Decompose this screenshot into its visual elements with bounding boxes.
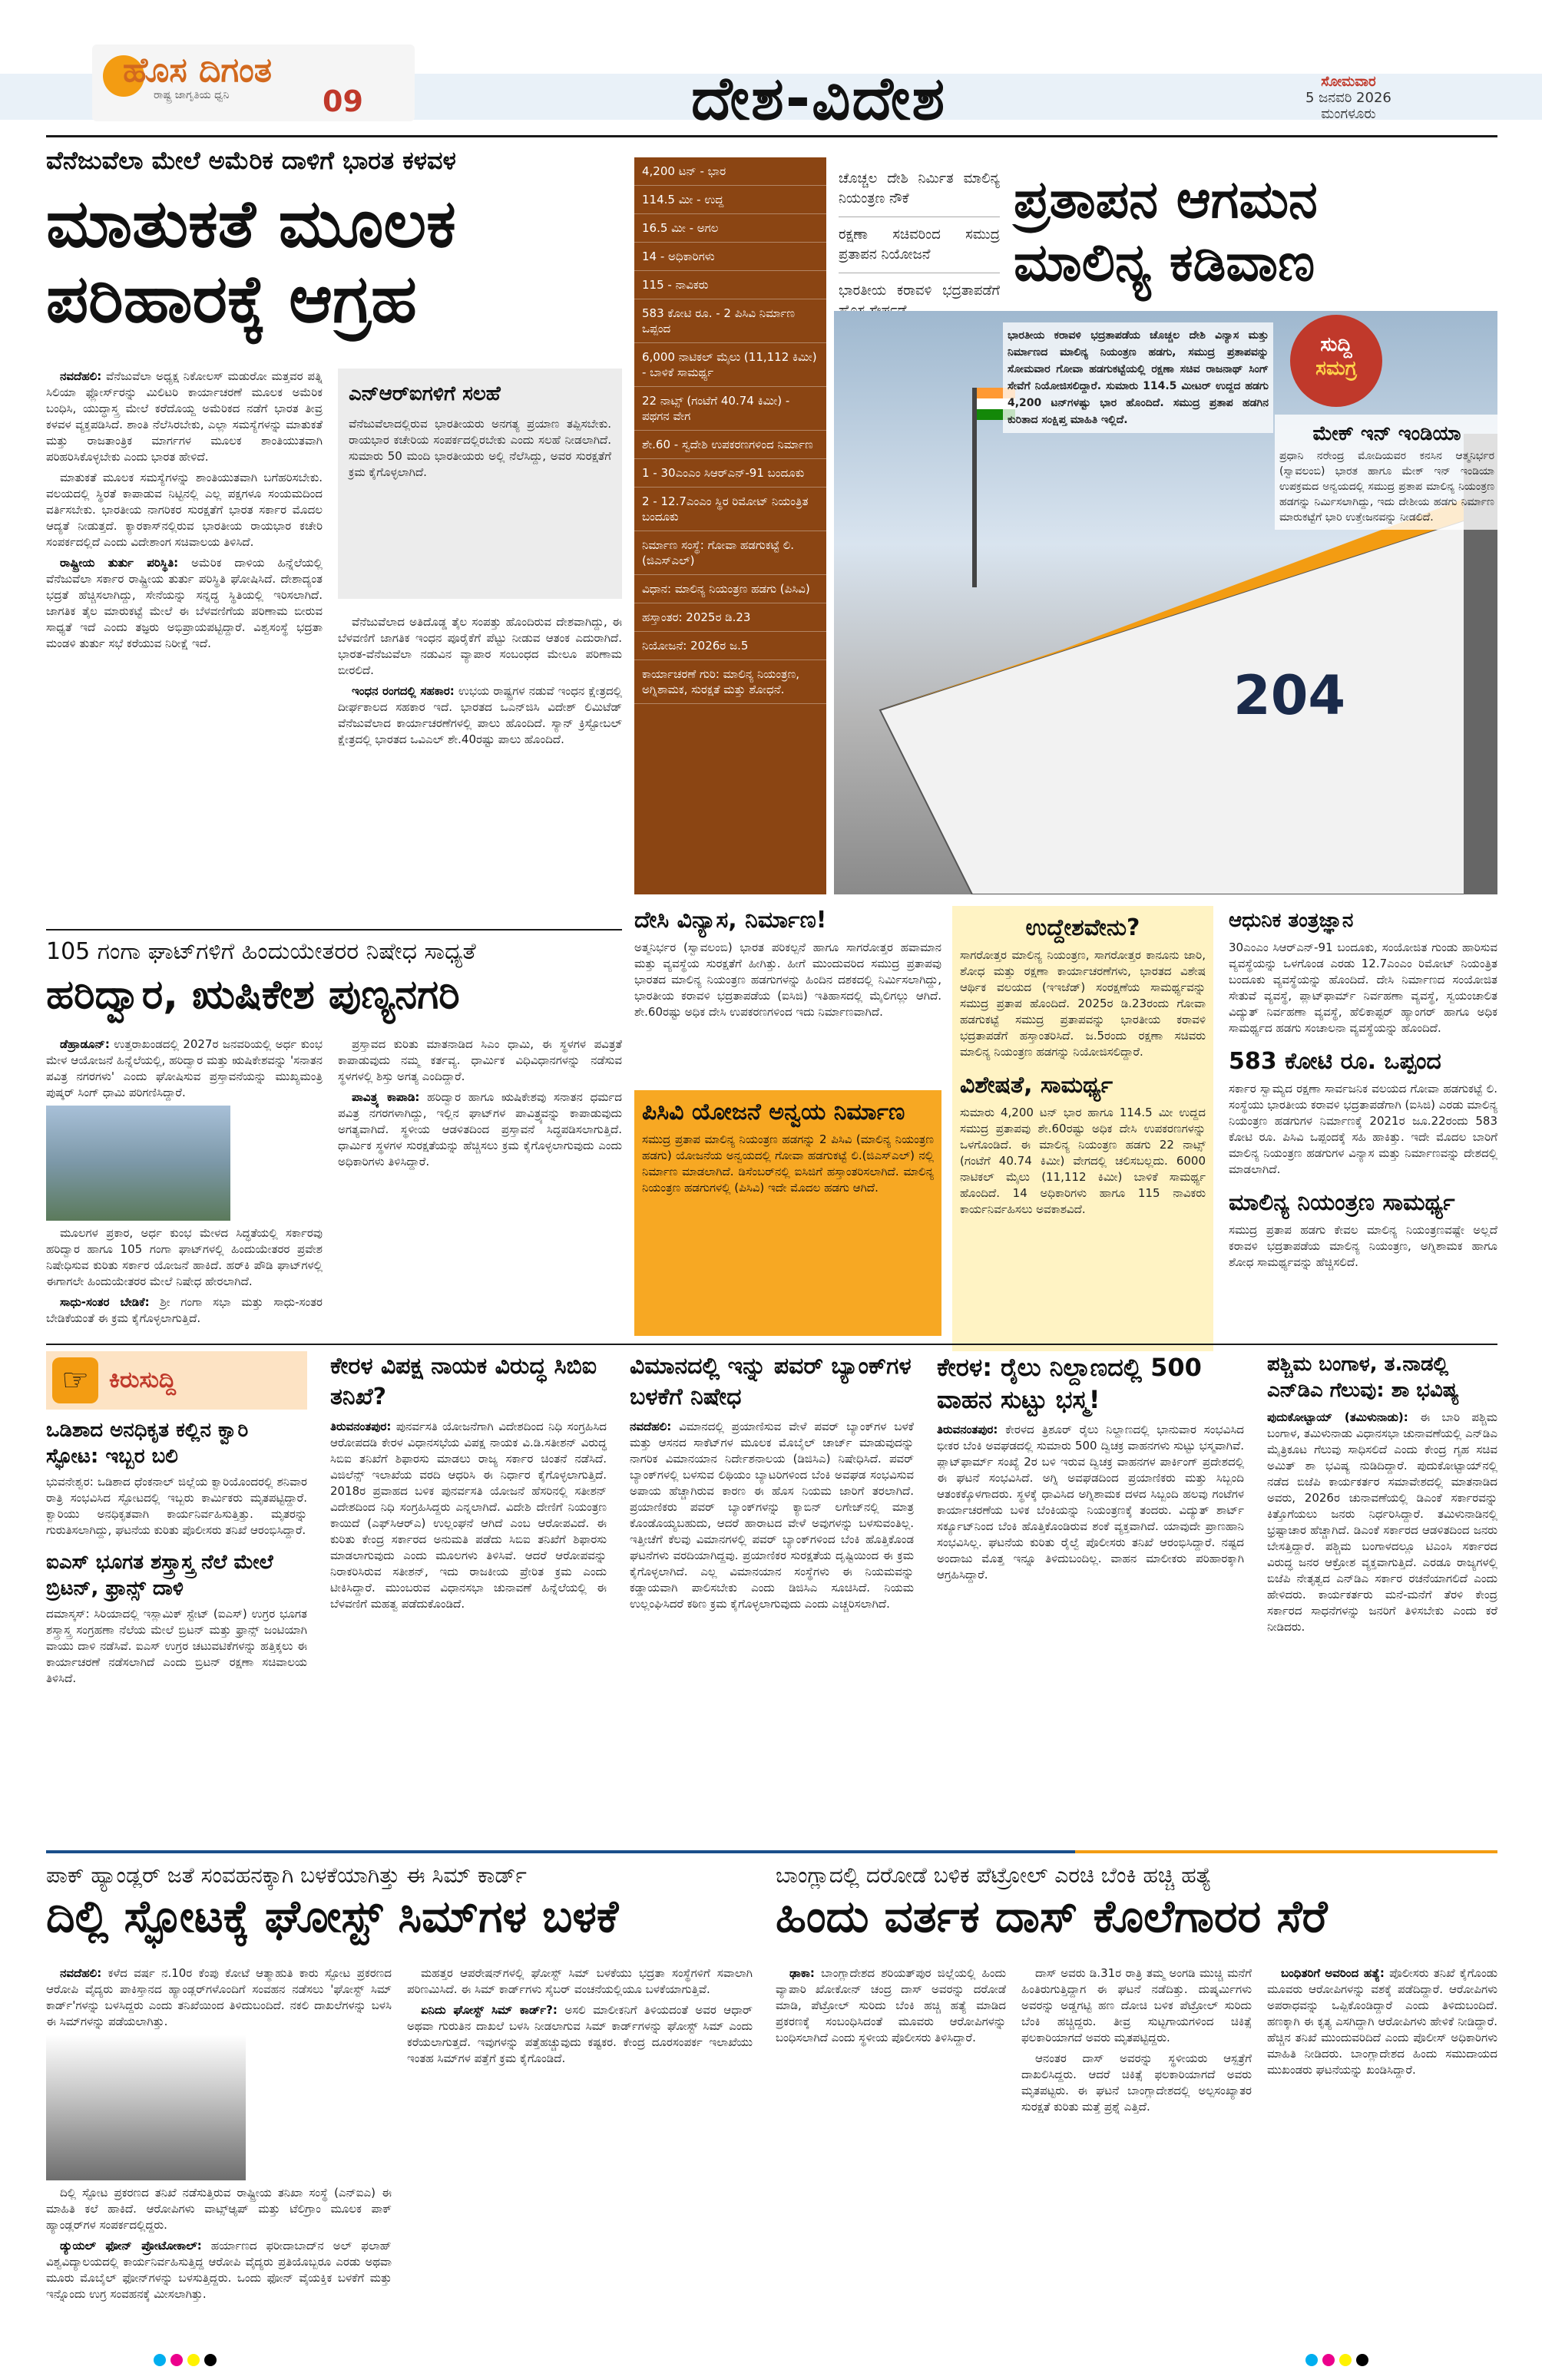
reg-mark-yellow [187,2354,200,2366]
masthead-rule [46,135,1497,137]
bangladesh-body-3: ಆನಂತರ ದಾಸ್ ಅವರನ್ನು ಸ್ಥಳೀಯರು ಆಸ್ಪತ್ರೆಗೆ ದಾಖಲಿಸಿದ್ದರು. ಆದರೆ ಚಿಕಿತ್ಸೆ ಫಲಕಾರಿಯಾಗದೆ ಅವರು ಮೃತಪಟ್ಟರು. ಈ ಘಟನೆ ಬಾಂಗ್ಲಾದೇಶದಲ್ಲಿ ಅಲ್ಪಸಂಖ್ಯಾತರ ಸುರಕ್ಷತೆ ಕುರಿತು ಮತ್ತೆ ಪ್ರಶ್ನೆ ಎತ್ತಿದೆ. [1021,2051,1252,2114]
kerala-fire-body: ಕೇರಳದ ತ್ರಿಶೂರ್ ರೈಲು ನಿಲ್ದಾಣದಲ್ಲಿ ಭಾನುವಾರ ಸಂಭವಿಸಿದ ಭೀಕರ ಬೆಂಕಿ ಅವಘಡದಲ್ಲಿ ಸುಮಾರು 500 ದ್ವಿಚಕ್ರ ವಾಹನಗಳು ಸುಟ್ಟು ಭಸ್ಮವಾಗಿವೆ. ಪ್ಲಾಟ್‌ಫಾರ್ಮ್ ಸಂಖ್ಯೆ 2ರ ಬಳಿ ಇರುವ ದ್ವಿಚಕ್ರ ವಾಹನಗಳ ಪಾರ್ಕಿಂಗ್ ಪ್ರದೇಶದಲ್ಲಿ ಈ ಘಟನೆ ಸಂಭವಿಸಿದೆ. ಅಗ್ನಿ ಅವಘಡದಿಂದ ಪ್ರಯಾಣಿಕರು ಮತ್ತು ಸಿಬ್ಬಂದಿ ಆತಂಕಕ್ಕೊಳಗಾದರು. ಸ್ಥಳಕ್ಕೆ ಧಾವಿಸಿದ ಅಗ್ನಿಶಾಮಕ ದಳದ ಸಿಬ್ಬಂದಿ ಹಲವು ಗಂಟೆಗಳ ಕಾರ್ಯಾಚರಣೆಯ ಬಳಿಕ ಬೆಂಕಿಯನ್ನು ನಿಯಂತ್ರಣಕ್ಕೆ ತಂದರು. ವಿದ್ಯುತ್ ಶಾರ್ಟ್ ಸರ್ಕ್ಯೂಟ್‌ನಿಂದ ಬೆಂಕಿ ಹೊತ್ತಿಕೊಂಡಿರುವ ಶಂಕೆ ವ್ಯಕ್ತವಾಗಿದೆ. ಯಾವುದೇ ಪ್ರಾಣಹಾನಿ ಸಂಭವಿಸಿಲ್ಲ. ಘಟನೆಯ ಕುರಿತು ರೈಲ್ವೆ ಪೊಲೀಸರು ತನಿಖೆ ಆರಂಭಿಸಿದ್ದಾರೆ. ನಷ್ಟದ ಅಂದಾಜು ಮೊತ್ತ ಇನ್ನೂ ತಿಳಿದುಬಂದಿಲ್ಲ. ವಾಹನ ಮಾಲೀಕರು ಪರಿಹಾರಕ್ಕಾಗಿ ಆಗ್ರಹಿಸಿದ್ದಾರೆ. [937,1423,1244,1582]
lead-headline-1: ಮಾತುಕತೆ ಮೂಲಕ [46,186,456,263]
delhi-body-4: ಮಹತ್ತರ ಆಪರೇಷನ್‌ಗಳಲ್ಲಿ ಘೋಸ್ಟ್ ಸಿಮ್ ಬಳಕೆಯು ಭದ್ರತಾ ಸಂಸ್ಥೆಗಳಿಗೆ ಸವಾಲಾಗಿ ಪರಿಣಮಿಸಿದೆ. ಈ ಸಿಮ್ ಕಾರ್ಡ್‌ಗಳು ಸೈಬರ್ ವಂಚನೆಯಲ್ಲಿಯೂ ಬಳಕೆಯಾಗುತ್ತಿವೆ. [407,1966,753,1996]
haridwar-subhead-2: ಪಾವಿತ್ರ್ಯ ಕಾಪಾಡಿ: [352,1090,420,1104]
deal-body: ಸರ್ಕಾರ ಸ್ವಾಮ್ಯದ ರಕ್ಷಣಾ ಸಾರ್ವಜನಿಕ ವಲಯದ ಗೋವಾ ಹಡಗುಕಟ್ಟೆ ಲಿ. ಸಂಸ್ಥೆಯು ಭಾರತೀಯ ಕರಾವಳಿ ಭದ್ರತಾಪಡೆಗಾಗಿ (ಐಸಿಜಿ) ಎರಡು ಮಾಲಿನ್ಯ ನಿಯಂತ್ರಣ ಹಡಗುಗಳ ನಿರ್ಮಾಣಕ್ಕೆ 2021ರ ಜೂ.22ರಂದು 583 ಕೋಟಿ ರೂ. ಪಿಸಿವಿ ಒಪ್ಪಂದಕ್ಕೆ ಸಹಿ ಹಾಕಿತ್ತು. ಇದೇ ಮೊದಲ ಬಾರಿಗೆ ಮಾಲಿನ್ಯ ನಿಯಂತ್ರಣ ಹಡಗುಗಳ ವಿನ್ಯಾಸ ಮತ್ತು ನಿರ್ಮಾಣವನ್ನು ದೇಶದಲ್ಲಿ ಮಾಡಲಾಗಿದೆ. [1229,1082,1497,1176]
haridwar-top-rule [46,929,622,931]
ship-fact-item: 6,000 ನಾಟಿಕಲ್ ಮೈಲು (11,112 ಕಿಮೀ) - ಬಾಳಿಕೆ ಸಾಮರ್ಥ್ಯ [634,343,826,387]
tech-body: 30ಎಂಎಂ ಸಿಆರ್‌ಎನ್-91 ಬಂದೂಕು, ಸಂಯೋಜಿತ ಗುಂಡು ಹಾರಿಸುವ ವ್ಯವಸ್ಥೆಯನ್ನು ಒಳಗೊಂಡ ಎರಡು 12.7ಎಂಎಂ ರಿಮೋಟ್ ನಿಯಂತ್ರಿತ ಬಂದೂಕು ವ್ಯವಸ್ಥೆಯನ್ನು ಹೊಂದಿದೆ. ದೇಸಿ ನಿರ್ಮಾಣದ ಸಂಯೋಜಿತ ಸೇತುವೆ ವ್ಯವಸ್ಥೆ, ಪ್ಲಾಟ್‌ಫಾರ್ಮ್ ನಿರ್ವಹಣಾ ವ್ಯವಸ್ಥೆ, ಸ್ವಯಂಚಾಲಿತ ವಿದ್ಯುತ್ ನಿರ್ವಹಣಾ ವ್ಯವಸ್ಥೆ, ಹೆಲಿಕಾಪ್ಟರ್ ಹ್ಯಾಂಗರ್ ಹಾಗೂ ಅಧಿಕ ಸಾಮರ್ಥ್ಯದ ಹಡಗು ಸಂಚಾಲನಾ ವ್ಯವಸ್ಥೆಯನ್ನು ಹೊಂದಿದೆ. [1229,940,1497,1035]
haridwar-headline: ಹರಿದ್ವಾರ, ಋಷಿಕೇಶ ಪುಣ್ಯನಗರಿ [46,972,460,1018]
bangladesh-col-2 [1021,1965,1252,2120]
ship-fact-item: 1 - 30ಎಂಎಂ ಸಿಆರ್‌ಎನ್-91 ಬಂದೂಕು [634,459,826,488]
reg-mark-cyan [154,2354,166,2366]
kerala-opp-story [330,1351,607,1612]
lead-body-3: ಅಮೆರಿಕ ದಾಳಿಯ ಹಿನ್ನೆಲೆಯಲ್ಲಿ ವೆನೆಜುವೆಲಾ ಸರ್ಕಾರ ರಾಷ್ಟ್ರೀಯ ತುರ್ತು ಪರಿಸ್ಥಿತಿ ಘೋಷಿಸಿದೆ. ದೇಶಾದ್ಯಂತ ಭದ್ರತೆ ಹೆಚ್ಚಿಸಲಾಗಿದ್ದು, ಸೇನೆಯನ್ನು ಸನ್ನದ್ಧ ಸ್ಥಿತಿಯಲ್ಲಿ ಇರಿಸಲಾಗಿದೆ. ಜಾಗತಿಕ ತೈಲ ಮಾರುಕಟ್ಟೆ ಮೇಲೆ ಈ ಬೆಳವಣಿಗೆಯ ಪರಿಣಾಮ ಬೀರುವ ಸಾಧ್ಯತೆ ಇದೆ ಎಂದು ತಜ್ಞರು ಅಭಿಪ್ರಾಯಪಟ್ಟಿದ್ದಾರೆ. ವಿಶ್ವಸಂಸ್ಥೆ ಭದ್ರತಾ ಮಂಡಳಿ ತುರ್ತು ಸಭೆ ಕರೆಯುವ ನಿರೀಕ್ಷೆ ಇದೆ. [46,556,323,650]
lead-col-2 [338,614,622,752]
ship-headline-1: ಪ್ರತಾಪನ ಆಗಮನ [1014,170,1318,230]
ship-fact-item: ಕಾರ್ಯಾಚರಣೆ ಗುರಿ: ಮಾಲಿನ್ಯ ನಿಯಂತ್ರಣ, ಅಗ್ನಿಶಾಮಕ, ಸುರಕ್ಷತೆ ಮತ್ತು ಶೋಧನೆ. [634,660,826,704]
samagra-badge [1290,315,1382,407]
ship-fact-item: 16.5 ಮೀ - ಅಗಲ [634,214,826,243]
control-body: ಸಮುದ್ರ ಪ್ರತಾಪ ಹಡಗು ಕೇವಲ ಮಾಲಿನ್ಯ ನಿಯಂತ್ರಣವಷ್ಟೇ ಅಲ್ಲದೆ ಕರಾವಳಿ ಭದ್ರತಾಪಡೆಯ ಮಾಲಿನ್ಯ ನಿಯಂತ್ರಣ, ಅಗ್ನಿಶಾಮಕ ಹಾಗೂ ಶೋಧ ಸಾಮರ್ಥ್ಯವನ್ನು ಹೆಚ್ಚಿಸಲಿದೆ. [1229,1223,1497,1269]
section-title: ದೇಶ-ವಿದೇಶ [691,64,947,134]
delhi-dateline: ನವದೆಹಲಿ: [60,1966,102,1980]
haridwar-col-2 [338,1036,622,1175]
blast-photo [46,2035,246,2180]
haridwar-story [46,938,622,1020]
bangladesh-subhead-2: ಅವರಿಂದ ಹತ್ಯೆ: [1325,1966,1385,1980]
kiru-item1-body: ಭುವನೇಶ್ವರ: ಒಡಿಶಾದ ಧೆಂಕನಾಲ್ ಜಿಲ್ಲೆಯ ಕ್ವಾರಿಯೊಂದರಲ್ಲಿ ಶನಿವಾರ ರಾತ್ರಿ ಸಂಭವಿಸಿದ ಸ್ಫೋಟದಲ್ಲಿ ಇಬ್ಬರು ಕಾರ್ಮಿಕರು ಮೃತಪಟ್ಟಿದ್ದಾರೆ. ಕ್ವಾರಿಯು ಅನಧಿಕೃತವಾಗಿ ಕಾರ್ಯನಿರ್ವಹಿಸುತ್ತಿತ್ತು. ಮೃತರನ್ನು ಗುರುತಿಸಲಾಗಿದ್ದು, ಘಟನೆಯ ಕುರಿತು ಪೊಲೀಸರು ತನಿಖೆ ಆರಂಭಿಸಿದ್ದಾರೆ. [46,1475,307,1537]
kerala-fire-dateline: ತಿರುವನಂತಪುರ: [937,1423,998,1436]
haridwar-body-1: ಉತ್ತರಾಖಂಡದಲ್ಲಿ 2027ರ ಜನವರಿಯಲ್ಲಿ ಅರ್ಧ ಕುಂಭ ಮೇಳ ಆಯೋಜನೆ ಹಿನ್ನೆಲೆಯಲ್ಲಿ, ಹರಿದ್ವಾರ ಮತ್ತು ಋಷಿಕೇಶವನ್ನು 'ಸನಾತನ ಪವಿತ್ರ ನಗರಗಳು' ಎಂದು ಘೋಷಿಸುವ ಪ್ರಸ್ತಾವನೆಯನ್ನು ಮುಖ್ಯಮಂತ್ರಿ ಪುಷ್ಕರ್ ಸಿಂಗ್ ಧಾಮಿ ಪರಿಗಣಿಸಿದ್ದಾರೆ. [46,1037,323,1099]
bengal-dateline: ಪುದುಕೋಟ್ಟಾಯ್ (ತಮಿಳುನಾಡು): [1267,1410,1408,1424]
powerbank-headline: ವಿಮಾನದಲ್ಲಿ ಇನ್ನು ಪವರ್ ಬ್ಯಾಂಕ್‌ಗಳ ಬಳಕೆಗೆ ನಿಷೇಧ [630,1353,912,1410]
ship-fact-item: 4,200 ಟನ್ - ಭಾರ [634,157,826,186]
date-text: 5 ಜನವರಿ 2026 [1305,90,1391,106]
pcv-body: ಸಮುದ್ರ ಪ್ರತಾಪ ಮಾಲಿನ್ಯ ನಿಯಂತ್ರಣ ಹಡಗನ್ನು 2 ಪಿಸಿವಿ (ಮಾಲಿನ್ಯ ನಿಯಂತ್ರಣ ಹಡಗು) ಯೋಜನೆಯ ಅನ್ವಯದಲ್ಲಿ ಗೋವಾ ಹಡಗುಕಟ್ಟೆ ಲಿ.(ಜಿಎಸ್‌ಎಲ್) ನಲ್ಲಿ ನಿರ್ಮಾಣ ಮಾಡಲಾಗಿದೆ. ಡಿಸೆಂಬರ್‌ನಲ್ಲಿ ಐಸಿಜಿಗೆ ಹಸ್ತಾಂತರಿಸಲಾಗಿದೆ. ಮಾಲಿನ್ಯ ನಿಯಂತ್ರಣ ಹಡಗುಗಳಲ್ಲಿ (ಪಿಸಿವಿ) ಇದೇ ಮೊದಲ ಹಡಗು ಆಗಿದೆ. [642,1132,934,1195]
reg-mark-yellow-2 [1339,2354,1352,2366]
ship-fact-item: 14 - ಅಧಿಕಾರಿಗಳು [634,243,826,271]
haridwar-body-2: ಮೂಲಗಳ ಪ್ರಕಾರ, ಅರ್ಧ ಕುಂಭ ಮೇಳದ ಸಿದ್ಧತೆಯಲ್ಲಿ ಸರ್ಕಾರವು ಹರಿದ್ವಾರ ಹಾಗೂ 105 ಗಂಗಾ ಘಾಟ್‌ಗಳಲ್ಲಿ ಹಿಂದುಯೇತರರ ಪ್ರವೇಶ ನಿಷೇಧಿಸುವ ಕುರಿತು ಸರ್ಕಾರ ಯೋಜನೆ ಹಾಕಿದೆ. ಹರ್‌ಕಿ ಪೌಡಿ ಘಾಟ್‌ಗಳಲ್ಲಿ ಈಗಾಗಲೇ ಹಿಂದುಯೇತರರ ಮೇಲೆ ನಿಷೇಧ ಹೇರಲಾಗಿದೆ. [46,1226,323,1288]
deal-title: 583 ಕೋಟಿ ರೂ. ಒಪ್ಪಂದ [1229,1048,1441,1075]
ship-side-note-2: ರಕ್ಷಣಾ ಸಚಿವರಿಂದ ಸಮುದ್ರ ಪ್ರತಾಪನ ನಿಯೋಜನೆ [839,217,1000,273]
nri-box-body: ವೆನೆಜುವೆಲಾದಲ್ಲಿರುವ ಭಾರತೀಯರು ಅನಗತ್ಯ ಪ್ರಯಾಣ ತಪ್ಪಿಸಬೇಕು. ರಾಯಭಾರ ಕಚೇರಿಯ ಸಂಪರ್ಕದಲ್ಲಿರಬೇಕು ಎಂದು ಸಲಹೆ ನೀಡಲಾಗಿದೆ. ಸುಮಾರು 50 ಮಂದಿ ಭಾರತೀಯರು ಅಲ್ಲಿ ನೆಲೆಸಿದ್ದು, ಅವರ ಸುರಕ್ಷತೆಗೆ ಕ್ರಮ ಕೈಗೊಳ್ಳಲಾಗಿದೆ. [349,417,611,479]
bengal-story [1267,1351,1497,1635]
kiru-item1-title: ಒಡಿಶಾದ ಅನಧಿಕೃತ ಕಲ್ಲಿನ ಕ್ವಾರಿ ಸ್ಫೋಟ: ಇಬ್ಬರ ಬಲಿ [46,1419,249,1468]
reg-mark-magenta [170,2354,183,2366]
date-box [1305,74,1391,122]
bengal-body: ಈ ಬಾರಿ ಪಶ್ಚಿಮ ಬಂಗಾಳ, ತಮಿಳುನಾಡು ವಿಧಾನಸಭಾ ಚುನಾವಣೆಯಲ್ಲಿ ಎನ್‌ಡಿಎ ಮೈತ್ರಿಕೂಟ ಗೆಲುವು ಸಾಧಿಸಲಿದೆ ಎಂದು ಕೇಂದ್ರ ಗೃಹ ಸಚಿವ ಅಮಿತ್ ಶಾ ಭವಿಷ್ಯ ನುಡಿದಿದ್ದಾರೆ. ಪುದುಕೋಟ್ಟಾಯ್‌ನಲ್ಲಿ ನಡೆದ ಬಿಜೆಪಿ ಕಾರ್ಯಕರ್ತರ ಸಮಾವೇಶದಲ್ಲಿ ಮಾತನಾಡಿದ ಅವರು, 2026ರ ಚುನಾವಣೆಯಲ್ಲಿ ಡಿಎಂಕೆ ಸರ್ಕಾರವನ್ನು ಕಿತ್ತೊಗೆಯಲು ಜನರು ನಿರ್ಧರಿಸಿದ್ದಾರೆ. ತಮಿಳುನಾಡಿನಲ್ಲಿ ಭ್ರಷ್ಟಾಚಾರ ಹೆಚ್ಚಾಗಿದೆ. ಡಿಎಂಕೆ ಸರ್ಕಾರದ ಆಡಳಿತದಿಂದ ಜನರು ಬೇಸತ್ತಿದ್ದಾರೆ. ಪಶ್ಚಿಮ ಬಂಗಾಳದಲ್ಲೂ ಟಿಎಂಸಿ ಸರ್ಕಾರದ ವಿರುದ್ಧ ಜನರ ಆಕ್ರೋಶ ವ್ಯಕ್ತವಾಗುತ್ತಿದೆ. ಎರಡೂ ರಾಜ್ಯಗಳಲ್ಲಿ ಬಿಜೆಪಿ ನೇತೃತ್ವದ ಎನ್‌ಡಿಎ ಸರ್ಕಾರ ರಚನೆಯಾಗಲಿದೆ ಎಂದು ಹೇಳಿದರು. ಕಾರ್ಯಕರ್ತರು ಮನೆ-ಮನೆಗೆ ತೆರಳಿ ಕೇಂದ್ರ ಸರ್ಕಾರದ ಸಾಧನೆಗಳನ್ನು ಜನರಿಗೆ ತಿಳಿಸಬೇಕು ಎಂದು ಕರೆ ನೀಡಿದರು. [1267,1410,1497,1634]
masthead [0,0,1542,134]
lead-story [46,146,630,337]
control-title: ಮಾಲಿನ್ಯ ನಿಯಂತ್ರಣ ಸಾಮರ್ಥ್ಯ [1229,1189,1455,1216]
ship-headline-block [1014,169,1490,295]
haridwar-body-5: ಹರಿದ್ವಾರ ಹಾಗೂ ಋಷಿಕೇಶವು ಸನಾತನ ಧರ್ಮದ ಪವಿತ್ರ ನಗರಗಳಾಗಿದ್ದು, ಇಲ್ಲಿನ ಘಾಟ್‌ಗಳ ಪಾವಿತ್ರ್ಯವನ್ನು ಕಾಪಾಡುವುದು ಅಗತ್ಯವಾಗಿದೆ. ಸ್ಥಳೀಯ ಆಡಳಿತದಿಂದ ಪ್ರಸ್ತಾವನೆ ಸಿದ್ಧಪಡಿಸಲಾಗುತ್ತಿದೆ. ಧಾರ್ಮಿಕ ಸ್ಥಳಗಳ ಸುರಕ್ಷತೆಯನ್ನು ಹೆಚ್ಚಿಸಲು ಕ್ರಮ ಕೈಗೊಳ್ಳಲಾಗುವುದು ಎಂದು ಅಧಿಕಾರಿಗಳು ತಿಳಿಸಿದ್ದಾರೆ. [338,1090,622,1169]
ship-facts-list [634,157,826,704]
delhi-subhead-2: ಏನಿದು ಘೋಸ್ಟ್ ಸಿಮ್ ಕಾರ್ಡ್?: [421,2003,558,2017]
haridwar-photo [46,1106,230,1221]
bangladesh-story [776,1863,1497,1944]
lead-subhead-1: ರಾಷ್ಟ್ರೀಯ ತುರ್ತು ಪರಿಸ್ಥಿತಿ: [60,556,179,570]
tech-section [1229,906,1497,1271]
powerbank-story [630,1351,914,1612]
reg-mark-cyan-2 [1305,2354,1318,2366]
bengal-headline: ಪಶ್ಚಿಮ ಬಂಗಾಳ, ತ.ನಾಡಲ್ಲಿ ಎನ್‌ಡಿಎ ಗೆಲುವು: ಶಾ ಭವಿಷ್ಯ [1267,1353,1459,1402]
delhi-kicker: ಪಾಕ್ ಹ್ಯಾಂಡ್ಲರ್ ಜತೆ ಸಂವಹನಕ್ಕಾಗಿ ಬಳಕೆಯಾಗಿತ್ತು ಈ ಸಿಮ್ ಕಾರ್ಡ್ [46,1863,527,1888]
kiru-item2-body: ದಮಾಸ್ಕಸ್: ಸಿರಿಯಾದಲ್ಲಿ ಇಸ್ಲಾಮಿಕ್ ಸ್ಟೇಟ್ (ಐಎಸ್) ಉಗ್ರರ ಭೂಗತ ಶಸ್ತ್ರಾಸ್ತ್ರ ಸಂಗ್ರಹಣಾ ನೆಲೆಯ ಮೇಲೆ ಬ್ರಿಟನ್ ಮತ್ತು ಫ್ರಾನ್ಸ್ ಜಂಟಿಯಾಗಿ ವಾಯು ದಾಳಿ ನಡೆಸಿವೆ. ಐಎಸ್ ಉಗ್ರರ ಚಟುವಟಿಕೆಗಳನ್ನು ಹತ್ತಿಕ್ಕಲು ಈ ಕಾರ್ಯಾಚರಣೆ ನಡೆಸಲಾಗಿದೆ ಎಂದು ಬ್ರಿಟನ್ ರಕ್ಷಣಾ ಸಚಿವಾಲಯ ತಿಳಿಸಿದೆ. [46,1607,307,1685]
kerala-opp-headline: ಕೇರಳ ವಿಪಕ್ಷ ನಾಯಕ ವಿರುದ್ಧ ಸಿಬಿಐ ತನಿಖೆ? [330,1353,597,1410]
purpose-box [952,906,1213,1351]
delhi-headline: ದಿಲ್ಲಿ ಸ್ಫೋಟಕ್ಕೆ ಘೋಸ್ಟ್ ಸಿಮ್‌ಗಳ ಬಳಕೆ [46,1890,619,1942]
lead-col-1 [46,369,323,656]
haridwar-subhead-1: ಸಾಧು-ಸಂತರ ಬೇಡಿಕೆ: [60,1295,150,1309]
lead-body-5: ಉಭಯ ರಾಷ್ಟ್ರಗಳ ನಡುವೆ ಇಂಧನ ಕ್ಷೇತ್ರದಲ್ಲಿ ದೀರ್ಘಕಾಲದ ಸಹಕಾರ ಇದೆ. ಭಾರತದ ಒಎನ್‌ಜಿಸಿ ವಿದೇಶ್ ಲಿಮಿಟೆಡ್ ವೆನೆಜುವೆಲಾದ ಕಾರ್ಯಾಚರಣೆಗಳಲ್ಲಿ ಪಾಲು ಹೊಂದಿದೆ. ಸ್ಯಾನ್ ಕ್ರಿಸ್ಟೋಬಲ್ ಕ್ಷೇತ್ರದಲ್ಲಿ ಭಾರತದ ಒವಿಎಲ್ ಶೇ.40ರಷ್ಟು ಪಾಲು ಹೊಂದಿದೆ. [338,684,623,746]
make-in-india-title: ಮೇಕ್ ಇನ್ ಇಂಡಿಯಾ [1312,422,1461,445]
ship-fact-item: ನಿರ್ಮಾಣ ಸಂಸ್ಥೆ: ಗೋವಾ ಹಡಗುಕಟ್ಟೆ ಲಿ. (ಜಿಎಸ್‌ಎಲ್) [634,531,826,575]
hull-number: 204 [1233,664,1346,727]
kerala-opp-dateline: ತಿರುವನಂತಪುರ: [330,1420,392,1433]
lead-body-1: ವೆನೆಜುವೆಲಾ ಅಧ್ಯಕ್ಷ ನಿಕೋಲಸ್ ಮಡುರೋ ಮತ್ತವರ ಪತ್ನಿ ಸಿಲಿಯಾ ಫ್ಲೋರ್ಸ್‌ರನ್ನು ಮಿಲಿಟರಿ ಕಾರ್ಯಾಚರಣೆ ಮೂಲಕ ಅಮೆರಿಕ ಬಂಧಿಸಿ, ಯುದ್ಧಾಸ್ತ್ರ ಮೇಲೆ ಕರೆದೊಯ್ದ ಅಮೆರಿಕದ ನಡೆಗೆ ಭಾರತ ತೀವ್ರ ಕಳವಳ ವ್ಯಕ್ತಪಡಿಸಿದೆ. ಶಾಂತಿ ನೆಲೆಸಿರಬೇಕು, ಎಲ್ಲಾ ಸಮಸ್ಯೆಗಳನ್ನು ಮಾತುಕತೆ ಮತ್ತು ರಾಜತಾಂತ್ರಿಕ ಮಾರ್ಗಗಳ ಮೂಲಕ ಶಾಂತಿಯುತವಾಗಿ ಪರಿಹರಿಸಿಕೊಳ್ಳಬೇಕು ಎಂದು ಭಾರತ ಹೇಳಿದೆ. [46,369,323,464]
badge-line-1: ಸುದ್ದಿ [1320,333,1352,356]
ship-fact-item: ಶೇ.60 - ಸ್ವದೇಶಿ ಉಪಕರಣಗಳಿಂದ ನಿರ್ಮಾಣ [634,431,826,459]
page-number: 09 [323,84,363,118]
ship-fact-item: ನಿಯೋಜನೆ: 2026ರ ಜ.5 [634,632,826,660]
tech-title: ಆಧುನಿಕ ತಂತ್ರಜ್ಞಾನ [1229,909,1354,932]
make-in-india-box [1275,415,1499,530]
delhi-body-1: ಕಳೆದ ವರ್ಷ ನ.10ರ ಕೆಂಪು ಕೋಟೆ ಆತ್ಮಾಹುತಿ ಕಾರು ಸ್ಫೋಟ ಪ್ರಕರಣದ ಆರೋಪಿ ವೈದ್ಯರು ಪಾಕಿಸ್ತಾನದ ಹ್ಯಾಂಡ್ಲರ್‌ಗಳೊಂದಿಗೆ ಸಂವಹನ ನಡೆಸಲು 'ಘೋಸ್ಟ್ ಸಿಮ್ ಕಾರ್ಡ್'ಗಳನ್ನು ಬಳಸಿದ್ದರು ಎಂದು ತನಿಖೆಯಿಂದ ತಿಳಿದುಬಂದಿದೆ. ನಕಲಿ ದಾಖಲೆಗಳನ್ನು ಬಳಸಿ ಈ ಸಿಮ್‌ಗಳನ್ನು ಪಡೆಯಲಾಗಿತ್ತು. [46,1966,392,2028]
delhi-story [46,1863,753,1944]
ship-fact-item: ವಿಧಾನ: ಮಾಲಿನ್ಯ ನಿಯಂತ್ರಣ ಹಡಗು (ಪಿಸಿವಿ) [634,575,826,603]
bangladesh-col-3 [1267,1965,1497,2083]
delhi-body-2: ದಿಲ್ಲಿ ಸ್ಫೋಟ ಪ್ರಕರಣದ ತನಿಖೆ ನಡೆಸುತ್ತಿರುವ ರಾಷ್ಟ್ರೀಯ ತನಿಖಾ ಸಂಸ್ಥೆ (ಎನ್‌ಐಎ) ಈ ಮಾಹಿತಿ ಕಲೆ ಹಾಕಿದೆ. ಆರೋಪಿಗಳು ವಾಟ್ಸ್ಆ್ಯಪ್ ಮತ್ತು ಟೆಲಿಗ್ರಾಂ ಮೂಲಕ ಪಾಕ್ ಹ್ಯಾಂಡ್ಲರ್‌ಗಳ ಸಂಪರ್ಕದಲ್ಲಿದ್ದರು. [46,2186,392,2232]
nri-box-title: ಎನ್‌ಆರ್‌ಐಗಳಿಗೆ ಸಲಹೆ [349,382,501,405]
ship-fact-item: 583 ಕೋಟಿ ರೂ. - 2 ಪಿಸಿವಿ ನಿರ್ಮಾಣ ಒಪ್ಪಂದ [634,299,826,343]
row3-top-rule [46,1344,1497,1345]
design-section [634,906,941,1020]
powerbank-dateline: ನವದೆಹಲಿ: [630,1420,672,1433]
bangladesh-body-2: ದಾಸ್ ಅವರು ಡಿ.31ರ ರಾತ್ರಿ ತಮ್ಮ ಅಂಗಡಿ ಮುಚ್ಚಿ ಮನೆಗೆ ಹಿಂತಿರುಗುತ್ತಿದ್ದಾಗ ಈ ಘಟನೆ ನಡೆದಿತ್ತು. ದುಷ್ಕರ್ಮಿಗಳು ಅವರನ್ನು ಅಡ್ಡಗಟ್ಟಿ ಹಣ ದೋಚಿ ಬಳಿಕ ಪೆಟ್ರೋಲ್ ಸುರಿದು ಬೆಂಕಿ ಹಚ್ಚಿದ್ದರು. ತೀವ್ರ ಸುಟ್ಟಗಾಯಗಳಿಂದ ಚಿಕಿತ್ಸೆ ಫಲಕಾರಿಯಾಗದೆ ಅವರು ಮೃತಪಟ್ಟಿದ್ದರು. [1021,1966,1252,2044]
kiru-header [46,1351,307,1410]
ship-fact-item: ಹಸ್ತಾಂತರ: 2025ರ ಡಿ.23 [634,603,826,632]
lead-dateline: ನವದೆಹಲಿ: [60,369,102,383]
kerala-opp-body: ಪುನರ್ವಸತಿ ಯೋಜನೆಗಾಗಿ ವಿದೇಶದಿಂದ ನಿಧಿ ಸಂಗ್ರಹಿಸಿದ ಆರೋಪದಡಿ ಕೇರಳ ವಿಧಾನಸಭೆಯ ವಿಪಕ್ಷ ನಾಯಕ ವಿ.ಡಿ.ಸತೀಶನ್ ವಿರುದ್ಧ ಸಿಬಿಐ ತನಿಖೆಗೆ ಶಿಫಾರಸು ಮಾಡಲು ರಾಜ್ಯ ಸರ್ಕಾರ ಚಿಂತನೆ ನಡೆಸಿದೆ. ವಿಜಿಲೆನ್ಸ್ ಇಲಾಖೆಯ ವರದಿ ಆಧರಿಸಿ ಈ ನಿರ್ಧಾರ ಕೈಗೊಳ್ಳಲಾಗುತ್ತಿದೆ. 2018ರ ಪ್ರವಾಹದ ಬಳಿಕ ಪುನರ್ವಸತಿ ಯೋಜನೆ ಹೆಸರಿನಲ್ಲಿ ಸತೀಶನ್ ವಿದೇಶದಿಂದ ನಿಧಿ ಸಂಗ್ರಹಿಸಿದ್ದರು ಎನ್ನಲಾಗಿದೆ. ವಿದೇಶಿ ದೇಣಿಗೆ ನಿಯಂತ್ರಣ ಕಾಯಿದೆ (ಎಫ್‌ಸಿಆರ್‌ಎ) ಉಲ್ಲಂಘನೆ ಆಗಿದೆ ಎಂಬ ಆರೋಪವಿದೆ. ಈ ಕುರಿತು ಕೇಂದ್ರ ಸರ್ಕಾರದ ಅನುಮತಿ ಪಡೆದು ಸಿಬಿಐ ತನಿಖೆಗೆ ಶಿಫಾರಸು ಮಾಡಲಾಗುವುದು ಎಂದು ಮೂಲಗಳು ತಿಳಿಸಿವೆ. ಆದರೆ ಆರೋಪವನ್ನು ನಿರಾಕರಿಸಿರುವ ಸತೀಶನ್, ಇದು ರಾಜಕೀಯ ಪ್ರೇರಿತ ಕ್ರಮ ಎಂದು ಟೀಕಿಸಿದ್ದಾರೆ. ಮುಂಬರುವ ವಿಧಾನಸಭಾ ಚುನಾವಣೆ ಹಿನ್ನೆಲೆಯಲ್ಲಿ ಈ ಬೆಳವಣಿಗೆ ಮಹತ್ವ ಪಡೆದುಕೊಂಡಿದೆ. [330,1420,607,1611]
special-title: ವಿಶೇಷತೆ, ಸಾಮರ್ಥ್ಯ [960,1072,1113,1099]
row4-top-rule [46,1850,1497,1853]
lead-body-4: ವೆನೆಜುವೆಲಾದ ಅತಿದೊಡ್ಡ ತೈಲ ಸಂಪತ್ತು ಹೊಂದಿರುವ ದೇಶವಾಗಿದ್ದು, ಈ ಬೆಳವಣಿಗೆ ಜಾಗತಿಕ ಇಂಧನ ಪೂರೈಕೆಗೆ ಪೆಟ್ಟು ನೀಡುವ ಆತಂಕ ಎದುರಾಗಿದೆ. ಭಾರತ-ವೆನೆಜುವೆಲಾ ನಡುವಿನ ವ್ಯಾಪಾರ ಸಂಬಂಧದ ಮೇಲೂ ಪರಿಣಾಮ ಬೀರಲಿದೆ. [338,615,622,677]
haridwar-body-3: ಶ್ರೀ ಗಂಗಾ ಸಭಾ ಮತ್ತು ಸಾಧು-ಸಂತರ ಬೇಡಿಕೆಯಂತೆ ಈ ಕ್ರಮ ಕೈಗೊಳ್ಳಲಾಗುತ್ತಿದೆ. [46,1295,323,1325]
reg-mark-black [204,2354,217,2366]
design-title: ದೇಸಿ ವಿನ್ಯಾಸ, ನಿರ್ಮಾಣ! [634,907,827,934]
haridwar-body-4: ಪ್ರಸ್ತಾವದ ಕುರಿತು ಮಾತನಾಡಿದ ಸಿಎಂ ಧಾಮಿ, ಈ ಸ್ಥಳಗಳ ಪವಿತ್ರತೆ ಕಾಪಾಡುವುದು ನಮ್ಮ ಕರ್ತವ್ಯ. ಧಾರ್ಮಿಕ ವಿಧಿವಿಧಾನಗಳನ್ನು ನಡೆಸುವ ಸ್ಥಳಗಳಲ್ಲಿ ಶಿಸ್ತು ಅಗತ್ಯ ಎಂದಿದ್ದಾರೆ. [338,1037,622,1083]
bangladesh-body-4: ಪೊಲೀಸರು ತನಿಖೆ ಕೈಗೊಂಡು ಮೂವರು ಆರೋಪಿಗಳನ್ನು ವಶಕ್ಕೆ ಪಡೆದಿದ್ದಾರೆ. ಆರೋಪಿಗಳು ಅಪರಾಧವನ್ನು ಒಪ್ಪಿಕೊಂಡಿದ್ದಾರೆ ಎಂದು ತಿಳಿದುಬಂದಿದೆ. ಹಣಕ್ಕಾಗಿ ಈ ಕೃತ್ಯ ಎಸಗಿದ್ದಾಗಿ ಆರೋಪಿಗಳು ಹೇಳಿಕೆ ನೀಡಿದ್ದಾರೆ. ಹೆಚ್ಚಿನ ತನಿಖೆ ಮುಂದುವರಿದಿದೆ ಎಂದು ಪೊಲೀಸ್ ಅಧಿಕಾರಿಗಳು ಮಾಹಿತಿ ನೀಡಿದರು. ಬಾಂಗ್ಲಾದೇಶದ ಹಿಂದು ಸಮುದಾಯದ ಮುಖಂಡರು ಘಟನೆಯನ್ನು ಖಂಡಿಸಿದ್ದಾರೆ. [1267,1966,1497,2077]
ship-fact-item: 2 - 12.7ಎಂಎಂ ಸ್ಥಿರ ರಿಮೋಟ್ ನಿಯಂತ್ರಿತ ಬಂದೂಕು [634,488,826,531]
delhi-col-2 [407,1965,753,2071]
ship-fact-box [634,157,826,894]
pointing-hand-icon: ☞ [52,1357,98,1403]
ship-fact-item: 22 ನಾಟ್ಸ್ (ಗಂಟೆಗೆ 40.74 ಕಿಮೀ) - ಪಥಗನ ವೇಗ [634,387,826,431]
bangladesh-headline: ಹಿಂದು ವರ್ತಕ ದಾಸ್ ಕೊಲೆಗಾರರ ಸೆರೆ [776,1890,1328,1942]
lead-kicker: ವೆನೆಜುವೆಲಾ ಮೇಲೆ ಅಮೆರಿಕ ದಾಳಿಗೆ ಭಾರತ ಕಳವಳ [46,146,456,175]
haridwar-kicker: 105 ಗಂಗಾ ಘಾಟ್‌ಗಳಿಗೆ ಹಿಂದುಯೇತರರ ನಿಷೇಧ ಸಾಧ್ಯತೆ [46,938,476,965]
kiru-column [46,1351,307,1687]
pcv-box [634,1090,941,1336]
bangladesh-subhead: ಬಂಧಿತರಿಗೆ [1281,1966,1321,1980]
special-body: ಸುಮಾರು 4,200 ಟನ್ ಭಾರ ಹಾಗೂ 114.5 ಮೀ ಉದ್ದದ ಸಮುದ್ರ ಪ್ರತಾಪವು ಶೇ.60ರಷ್ಟು ಅಧಿಕ ದೇಸಿ ಉಪಕರಣಗಳನ್ನು ಒಳಗೊಂಡಿದೆ. ಈ ಮಾಲಿನ್ಯ ನಿಯಂತ್ರಣ ಹಡಗು 22 ನಾಟ್ಸ್ (ಗಂಟೆಗೆ 40.74 ಕಿಮೀ) ವೇಗದಲ್ಲಿ ಚಲಿಸಬಲ್ಲದು. 6000 ನಾಟಿಕಲ್ ಮೈಲು (11,112 ಕಿಮೀ) ಬಾಳಿಕೆ ಸಾಮರ್ಥ್ಯ ಹೊಂದಿದೆ. 14 ಅಧಿಕಾರಿಗಳು ಹಾಗೂ 115 ನಾವಿಕರು ಕಾರ್ಯನಿರ್ವಹಿಸಲು ಅವಕಾಶವಿದೆ. [960,1106,1206,1216]
paper-name: ಹೊಸ ದಿಗಂತ [123,51,273,90]
badge-line-2: ಸಮಗ್ರ [1315,357,1357,380]
reg-mark-magenta-2 [1322,2354,1335,2366]
kiru-label: ಕಿರುಸುದ್ದಿ [109,1367,177,1393]
kerala-fire-story [937,1351,1244,1583]
haridwar-dateline: ಡೆಹ್ರಾಡೂನ್: [60,1037,110,1051]
make-in-india-body: ಪ್ರಧಾನಿ ನರೇಂದ್ರ ಮೋದಿಯವರ ಕನಸಿನ ಆತ್ಮನಿರ್ಭರ (ಸ್ವಾವಲಂಬಿ) ಭಾರತ ಹಾಗೂ ಮೇಕ್ ಇನ್ ಇಂಡಿಯಾ ಉಪಕ್ರಮದ ಅನ್ವಯದಲ್ಲಿ ಸಮುದ್ರ ಪ್ರತಾಪ ಮಾಲಿನ್ಯ ನಿಯಂತ್ರಣ ಹಡಗನ್ನು ನಿರ್ಮಿಸಲಾಗಿದ್ದು, ಇದು ದೇಶೀಯ ಹಡಗು ನಿರ್ಮಾಣ ಮಾರುಕಟ್ಟೆಗೆ ಭಾರಿ ಉತ್ತೇಜನವನ್ನು ನೀಡಲಿದೆ. [1279,450,1494,524]
kerala-fire-headline: ಕೇರಳ: ರೈಲು ನಿಲ್ದಾಣದಲ್ಲಿ 500 ವಾಹನ ಸುಟ್ಟು ಭಸ್ಮ! [937,1353,1202,1414]
ship-fact-item: 114.5 ಮೀ - ಉದ್ದ [634,186,826,214]
haridwar-col-1 [46,1036,323,1331]
lead-headline-2: ಪರಿಹಾರಕ್ಕೆ ಆಗ್ರಹ [46,261,417,338]
paper-tagline: ರಾಷ್ಟ್ರ ಜಾಗೃತಿಯ ಧ್ವನಿ [154,89,230,101]
design-body: ಅತ್ಮನಿರ್ಭರ (ಸ್ವಾವಲಂಬಿ) ಭಾರತ ಪರಿಕಲ್ಪನೆ ಹಾಗೂ ಸಾಗರೋತ್ತರ ಹವಾಮಾನ ಮತ್ತು ವ್ಯವಸ್ಥೆಯ ಸುರಕ್ಷತೆಗೆ ಹೀಗಿತ್ತು. ಹೀಗೆ ಮುಂದುವರಿದ ಸಮುದ್ರ ಪ್ರತಾಪವು ಭಾರತದ ಮಾಲಿನ್ಯ ನಿಯಂತ್ರಣ ಹಡಗುಗಳನ್ನು ಹಿಂದಿನ ದಶಕದಲ್ಲಿ ನಿರ್ಮಿಸಲಾಗಿದ್ದು, ಭಾರತೀಯ ಕರಾವಳಿ ಭದ್ರತಾಪಡೆಯ (ಐಸಿಜಿ) ಇತಿಹಾಸದಲ್ಲಿ ಮೈಲಿಗಲ್ಲು ಆಗಿದೆ. ಶೇ.60ರಷ್ಟು ಅಧಿಕ ದೇಸಿ ಉಪಕರಣಗಳಿಂದ ಇದು ನಿರ್ಮಾಣವಾಗಿದೆ. [634,940,941,1019]
ship-fact-item: 115 - ನಾವಿಕರು [634,271,826,299]
bangladesh-body-1: ಬಾಂಗ್ಲಾದೇಶದ ಶರಿಯತ್‌ಪುರ ಜಿಲ್ಲೆಯಲ್ಲಿ ಹಿಂದು ವ್ಯಾಪಾರಿ ಖೋಕೋನ್ ಚಂದ್ರ ದಾಸ್ ಅವರನ್ನು ದರೋಡೆ ಮಾಡಿ, ಪೆಟ್ರೋಲ್ ಸುರಿದು ಬೆಂಕಿ ಹಚ್ಚಿ ಹತ್ಯೆ ಮಾಡಿದ ಪ್ರಕರಣಕ್ಕೆ ಸಂಬಂಧಿಸಿದಂತೆ ಮೂವರು ಆರೋಪಿಗಳನ್ನು ಬಂಧಿಸಲಾಗಿದೆ ಎಂದು ಸ್ಥಳೀಯ ಪೊಲೀಸರು ತಿಳಿಸಿದ್ದಾರೆ. [776,1966,1006,2044]
purpose-body: ಸಾಗರೋತ್ತರ ಮಾಲಿನ್ಯ ನಿಯಂತ್ರಣ, ಸಾಗರೋತ್ತರ ಕಾನೂನು ಜಾರಿ, ಶೋಧ ಮತ್ತು ರಕ್ಷಣಾ ಕಾರ್ಯಾಚರಣೆಗಳು, ಭಾರತದ ವಿಶೇಷ ಆರ್ಥಿಕ ವಲಯದ (ಇಇಜೆಡ್) ಸಂರಕ್ಷಣೆಯ ಸಾಮರ್ಥ್ಯವನ್ನು ಸಮುದ್ರ ಪ್ರತಾಪ ಹೊಂದಿದೆ. 2025ರ ಡಿ.23ರಂದು ಗೋವಾ ಹಡಗುಕಟ್ಟೆ ಸಮುದ್ರ ಪ್ರತಾಪವನ್ನು ಭಾರತೀಯ ಕರಾವಳಿ ಭದ್ರತಾಪಡೆಗೆ ಹಸ್ತಾಂತರಿಸಿದೆ. ಜ.5ರಂದು ರಕ್ಷಣಾ ಸಚಿವರು ಮಾಲಿನ್ಯ ನಿಯಂತ್ರಣ ಹಡಗನ್ನು ನಿಯೋಜಿಸಲಿದ್ದಾರೆ. [960,948,1206,1059]
ship-intro: ಭಾರತೀಯ ಕರಾವಳಿ ಭದ್ರತಾಪಡೆಯ ಚೊಚ್ಚಲ ದೇಶಿ ವಿನ್ಯಾಸ ಮತ್ತು ನಿರ್ಮಾಣದ ಮಾಲಿನ್ಯ ನಿಯಂತ್ರಣ ಹಡಗು, ಸಮುದ್ರ ಪ್ರತಾಪವನ್ನು ಸೋಮವಾರ ಗೋವಾ ಹಡಗುಕಟ್ಟೆಯಲ್ಲಿ ರಕ್ಷಣಾ ಸಚಿವ ರಾಜನಾಥ್ ಸಿಂಗ್ ಸೇವೆಗೆ ನಿಯೋಜಿಸಲಿದ್ದಾರೆ. ಸುಮಾರು 114.5 ಮೀಟರ್ ಉದ್ದದ ಹಡಗು 4,200 ಟನ್‌ಗಳಷ್ಟು ಭಾರ ಹೊಂದಿದೆ. ಸಮುದ್ರ ಪ್ರತಾಪ ಹಡಗಿನ ಕುರಿತಾದ ಸಂಕ್ಷಿಪ್ತ ಮಾಹಿತಿ ಇಲ್ಲಿದೆ. [1003,322,1273,433]
delhi-col-1 [46,1965,392,2307]
kiru-item2-title: ಐಎಸ್ ಭೂಗತ ಶಸ್ತ್ರಾಸ್ತ್ರ ನೆಲೆ ಮೇಲೆ ಬ್ರಿಟನ್, ಫ್ರಾನ್ಸ್ ದಾಳಿ [46,1551,273,1600]
ship-side-notes [839,169,1000,321]
ship-side-note-3: ಭಾರತೀಯ ಕರಾವಳಿ ಭದ್ರತಾಪಡೆಗೆ [839,283,1000,299]
lead-subhead-2: ಇಂಧನ ರಂಗದಲ್ಲಿ ಸಹಕಾರ: [352,684,455,698]
date-day: ಸೋಮವಾರ [1321,74,1376,90]
lead-body-2: ಮಾತುಕತೆ ಮೂಲಕ ಸಮಸ್ಯೆಗಳನ್ನು ಶಾಂತಿಯುತವಾಗಿ ಬಗೆಹರಿಸಬೇಕು. ವಲಯದಲ್ಲಿ ಸ್ಥಿರತೆ ಕಾಪಾಡುವ ನಿಟ್ಟಿನಲ್ಲಿ ಎಲ್ಲ ಪಕ್ಷಗಳೂ ಸಂಯಮದಿಂದ ವರ್ತಿಸಬೇಕು. ಭಾರತೀಯ ನಾಗರಿಕರ ಸುರಕ್ಷತೆಗೆ ಭಾರತ ಸರ್ಕಾರ ಮೊದಲ ಆದ್ಯತೆ ನೀಡುತ್ತದೆ. ಕ್ಯಾರಕಾಸ್‌ನಲ್ಲಿರುವ ಭಾರತೀಯ ರಾಯಭಾರ ಕಚೇರಿ ಸಂಪರ್ಕದಲ್ಲಿದೆ ಎಂದು ವಿದೇಶಾಂಗ ಸಚಿವಾಲಯ ತಿಳಿಸಿದೆ. [46,471,323,549]
purpose-title: ಉದ್ದೇಶವೇನು? [1025,914,1140,941]
delhi-body-3: ಹರ್ಯಾಣದ ಫರೀದಾಬಾದ್‌ನ ಅಲ್ ಫಲಾಹ್ ವಿಶ್ವವಿದ್ಯಾಲಯದಲ್ಲಿ ಕಾರ್ಯನಿರ್ವಹಿಸುತ್ತಿದ್ದ ಆರೋಪಿ ವೈದ್ಯರು ಪ್ರತಿಯೊಬ್ಬರೂ ಎರಡು ಅಥವಾ ಮೂರು ಮೊಬೈಲ್ ಫೋನ್‌ಗಳನ್ನು ಬಳಸುತ್ತಿದ್ದರು. ಒಂದು ಫೋನ್ ವೈಯಕ್ತಿಕ ಬಳಕೆಗೆ ಮತ್ತು ಇನ್ನೊಂದು ಉಗ್ರ ಸಂವಹನಕ್ಕೆ ಮೀಸಲಾಗಿತ್ತು. [46,2239,392,2301]
date-city: ಮಂಗಳೂರು [1321,106,1376,122]
bangladesh-col-1 [776,1965,1006,2051]
ship-side-note-1: ಚೊಚ್ಚಲ ದೇಶಿ ನಿರ್ಮಿತ ಮಾಲಿನ್ಯ ನಿಯಂತ್ರಣ ನೌಕೆ [839,169,1000,217]
delhi-body-5: ಅಸಲಿ ಮಾಲೀಕನಿಗೆ ತಿಳಿಯದಂತೆ ಅವರ ಆಧಾರ್ ಅಥವಾ ಗುರುತಿನ ದಾಖಲೆ ಬಳಸಿ ನೀಡಲಾಗುವ ಸಿಮ್ ಕಾರ್ಡ್‌ಗಳನ್ನು ಘೋಸ್ಟ್ ಸಿಮ್ ಎಂದು ಕರೆಯಲಾಗುತ್ತದೆ. ಇವುಗಳನ್ನು ಪತ್ತೆಹಚ್ಚುವುದು ಕಷ್ಟಕರ. ಕೇಂದ್ರ ದೂರಸಂಪರ್ಕ ಇಲಾಖೆಯು ಇಂತಹ ಸಿಮ್‌ಗಳ ಪತ್ತೆಗೆ ಕ್ರಮ ಕೈಗೊಂಡಿದೆ. [407,2003,753,2065]
nri-advisory-box [338,369,622,599]
powerbank-body: ವಿಮಾನದಲ್ಲಿ ಪ್ರಯಾಣಿಸುವ ವೇಳೆ ಪವರ್ ಬ್ಯಾಂಕ್‌ಗಳ ಬಳಕೆ ಮತ್ತು ಆಸನದ ಸಾಕೆಟ್‌ಗಳ ಮೂಲಕ ಮೊಬೈಲ್ ಚಾರ್ಜ್ ಮಾಡುವುದನ್ನು ನಾಗರಿಕ ವಿಮಾನಯಾನ ನಿರ್ದೇಶನಾಲಯ (ಡಿಜಿಸಿಎ) ನಿಷೇಧಿಸಿದೆ. ಪವರ್ ಬ್ಯಾಂಕ್‌ಗಳಲ್ಲಿ ಬಳಸುವ ಲಿಥಿಯಂ ಬ್ಯಾಟರಿಗಳಿಂದ ಬೆಂಕಿ ಅವಘಡ ಸಂಭವಿಸುವ ಅಪಾಯ ಹೆಚ್ಚಾಗಿರುವ ಕಾರಣ ಈ ಹೊಸ ನಿಯಮ ಜಾರಿಗೆ ತರಲಾಗಿದೆ. ಪ್ರಯಾಣಿಕರು ಪವರ್ ಬ್ಯಾಂಕ್‌ಗಳನ್ನು ಕ್ಯಾಬಿನ್ ಲಗೇಜ್‌ನಲ್ಲಿ ಮಾತ್ರ ಕೊಂಡೊಯ್ಯಬಹುದು, ಆದರೆ ಹಾರಾಟದ ವೇಳೆ ಅವುಗಳನ್ನು ಬಳಸುವಂತಿಲ್ಲ. ಇತ್ತೀಚೆಗೆ ಕೆಲವು ವಿಮಾನಗಳಲ್ಲಿ ಪವರ್ ಬ್ಯಾಂಕ್‌ಗಳಿಂದ ಬೆಂಕಿ ಹೊತ್ತಿಕೊಂಡ ಘಟನೆಗಳು ವರದಿಯಾಗಿದ್ದವು. ಪ್ರಯಾಣಿಕರ ಸುರಕ್ಷತೆಯ ದೃಷ್ಟಿಯಿಂದ ಈ ಕ್ರಮ ಕೈಗೊಳ್ಳಲಾಗಿದೆ. ಎಲ್ಲ ವಿಮಾನಯಾನ ಸಂಸ್ಥೆಗಳು ಈ ನಿಯಮವನ್ನು ಕಡ್ಡಾಯವಾಗಿ ಪಾಲಿಸಬೇಕು ಎಂದು ಡಿಜಿಸಿಎ ಸೂಚಿಸಿದೆ. ನಿಯಮ ಉಲ್ಲಂಘಿಸಿದರೆ ಕಠಿಣ ಕ್ರಮ ಕೈಗೊಳ್ಳಲಾಗುವುದು ಎಂದು ಎಚ್ಚರಿಸಲಾಗಿದೆ. [630,1420,914,1611]
reg-mark-black-2 [1356,2354,1368,2366]
pcv-title: ಪಿಸಿವಿ ಯೋಜನೆ ಅನ್ವಯ ನಿರ್ಮಾಣ [642,1099,905,1126]
bangladesh-dateline: ಢಾಕಾ: [789,1966,815,1980]
ship-headline-2: ಮಾಲಿನ್ಯ ಕಡಿವಾಣ [1014,233,1315,293]
delhi-subhead: ಡ್ಯುಯಲ್ ಫೋನ್ ಪ್ರೋಟೋಕಾಲ್: [60,2239,202,2253]
bangladesh-kicker: ಬಾಂಗ್ಲಾದಲ್ಲಿ ದರೋಡೆ ಬಳಿಕ ಪೆಟ್ರೋಲ್ ಎರಚಿ ಬೆಂಕಿ ಹಚ್ಚಿ ಹತ್ಯೆ [776,1863,1212,1888]
